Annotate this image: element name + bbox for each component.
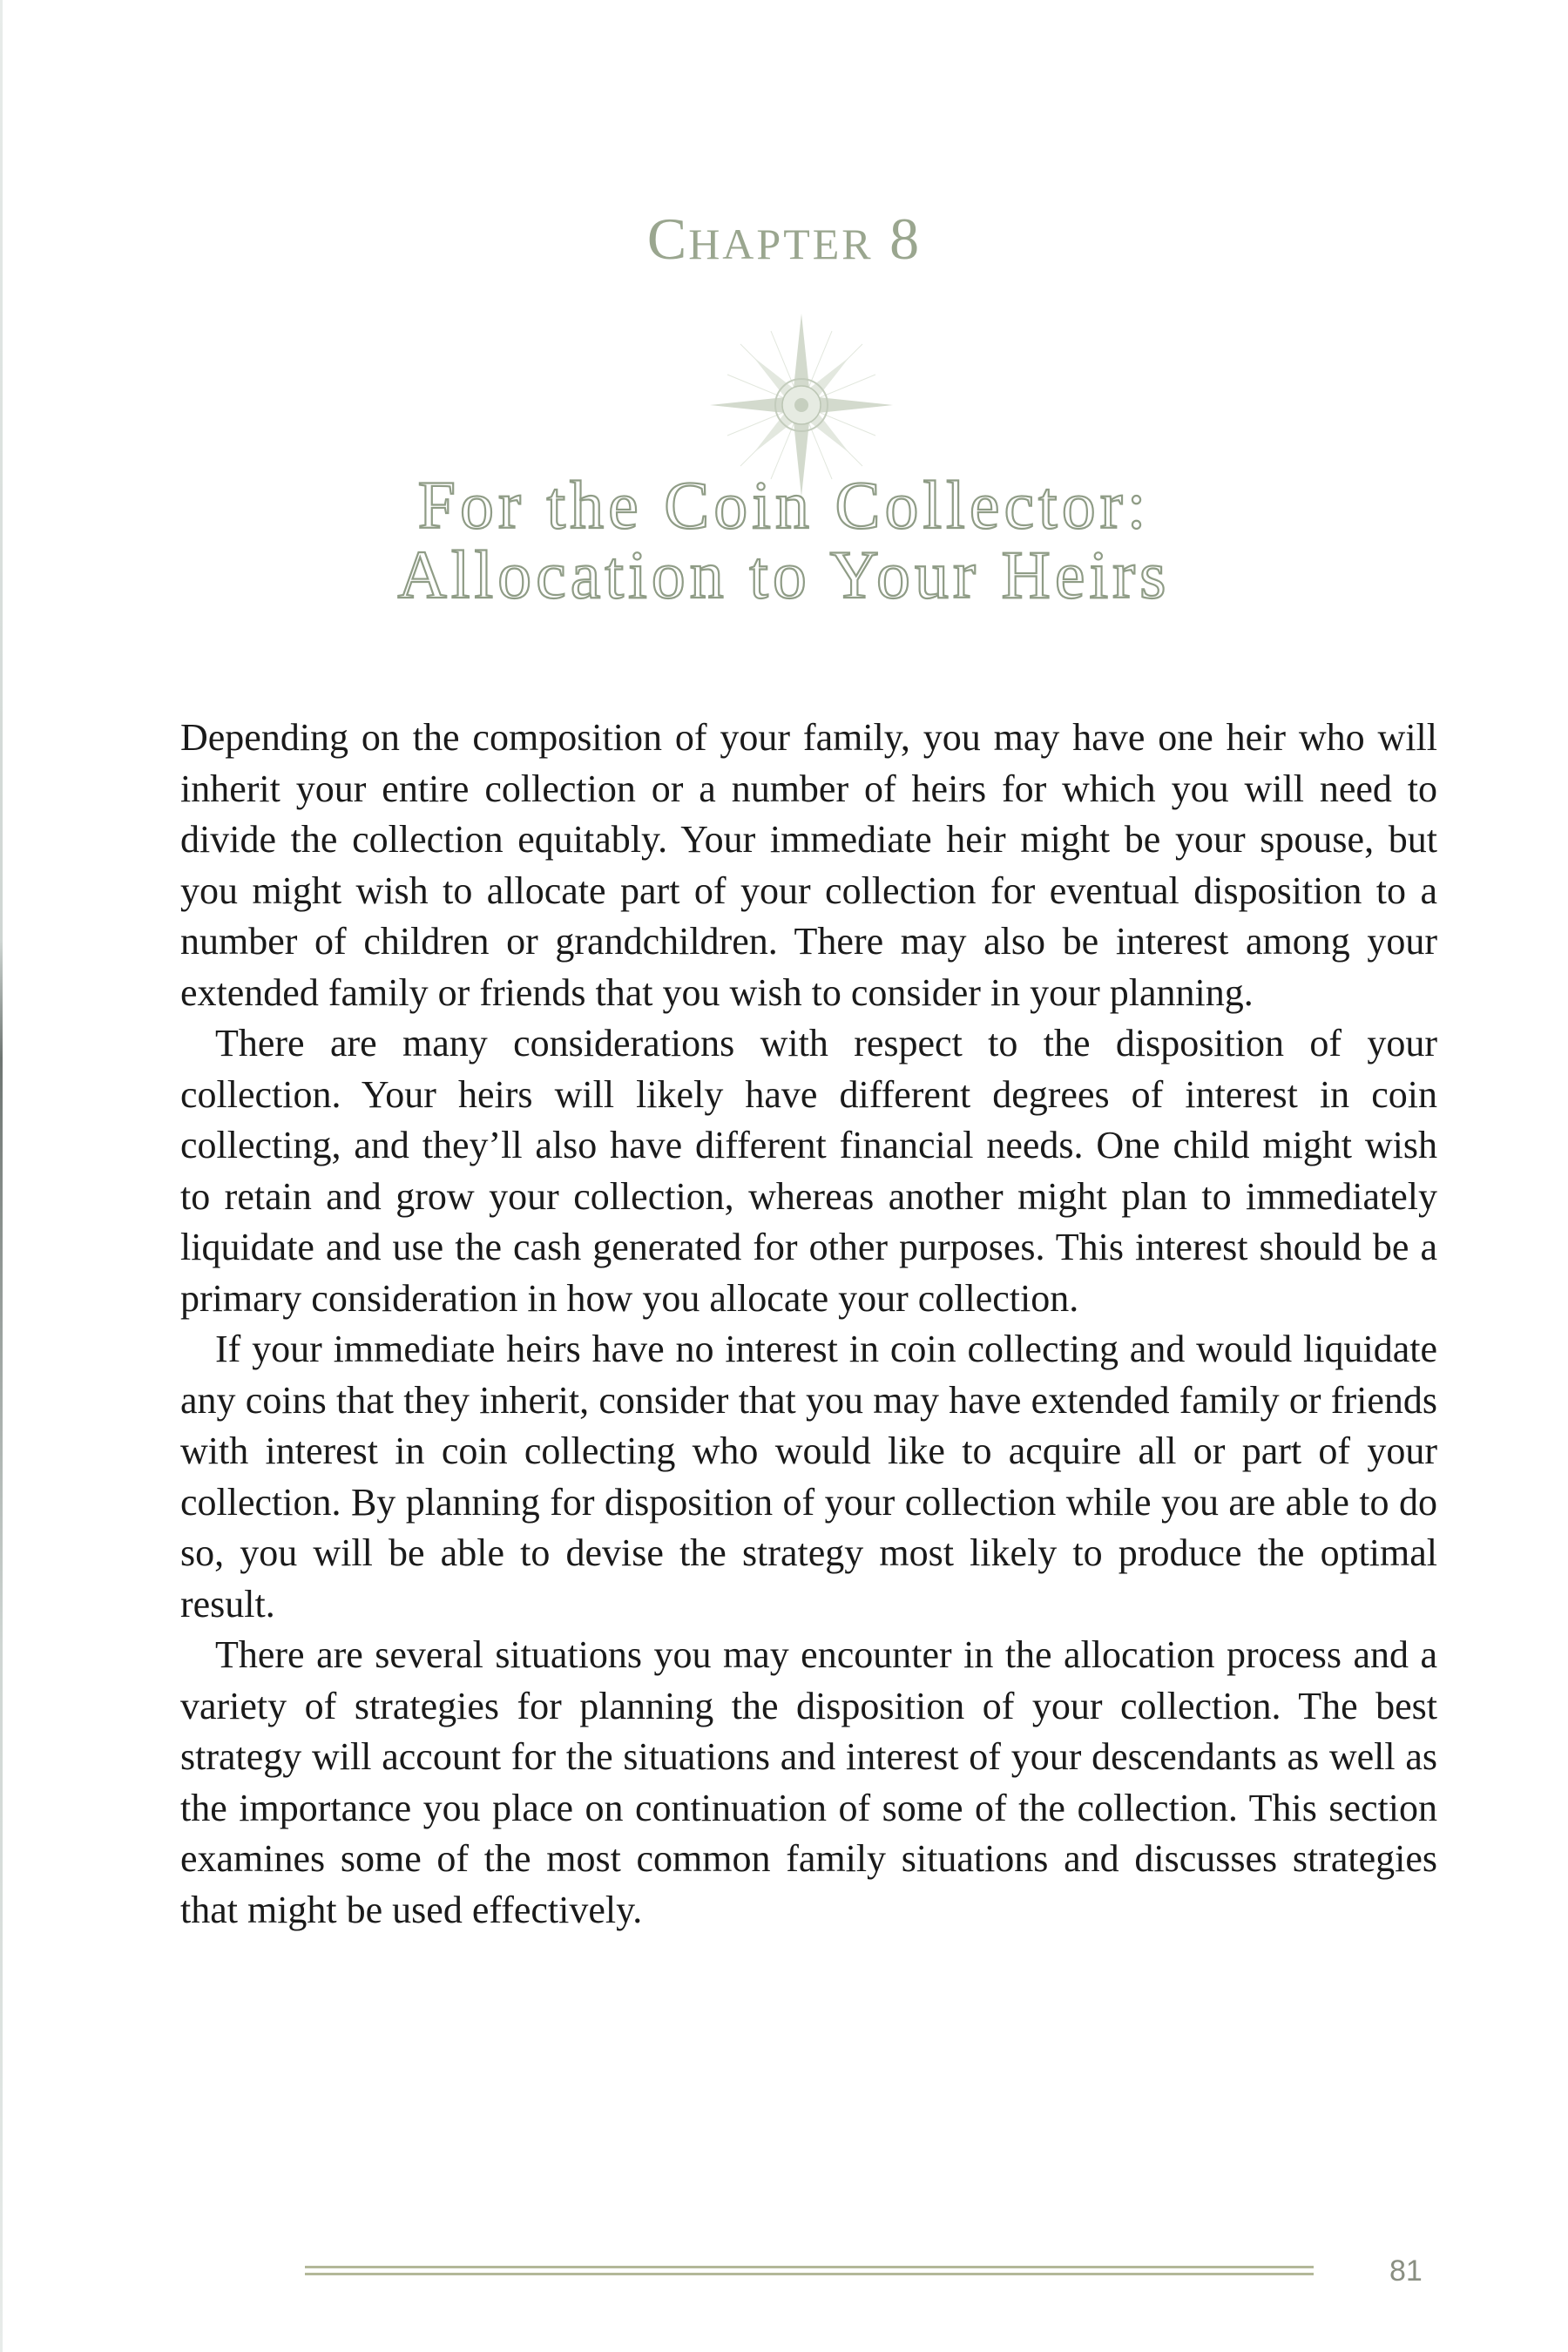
page-edge	[0, 0, 3, 2352]
paragraph-4: There are several situations you may encounter in the allocation process and a variety of strategies for planning the disposition of your collection. The best strategy will account for the situations and interest of your descendants as well as the importance you place on continuation of some of the collection. This section examines some of the most common family situations and discusses strategies that might be used effectively.	[180, 1633, 1437, 1931]
paragraph-1: Depending on the composition of your family, you may have one heir who will inherit your entire collection or a number of heirs for which you will need to divide the collection equitably. Your immediate heir might be your spouse, but you might wish to allocate part of your collection for eventual disposition to a number of children or grandchildren. There may also be interest among your extended family or friends that you wish to consider in your planning.	[180, 716, 1437, 1014]
chapter-title-line-2: Allocation to Your Heirs	[397, 537, 1171, 612]
chapter-title-line-1: For the Coin Collector:	[417, 467, 1151, 543]
chapter-label-initial: C	[646, 206, 689, 272]
body-text	[180, 713, 1437, 1936]
chapter-title	[0, 467, 1568, 612]
chapter-label	[0, 205, 1568, 274]
chapter-number: 8	[889, 206, 922, 272]
footer-rule	[305, 2266, 1314, 2276]
paragraph-2: There are many considerations with respect to the disposition of your collection. Your heirs will likely have different degrees of interest in coin collecting, and they’ll also have different financial needs. One child might wish to retain and grow your collection, whereas another might plan to immediately liquidate and use the cash generated for other purposes. This interest should be a primary consideration in how you allocate your collection.	[180, 1022, 1437, 1320]
chapter-label-rest: HAPTER	[688, 220, 874, 268]
page-number: 81	[1389, 2254, 1423, 2288]
paragraph-3: If your immediate heirs have no interest in coin collecting and would liquidate any coins that they inherit, consider that you may have extended family or friends with interest in coin collecting who would like to acquire all or part of your collection. By planning for disposition of your collection while you are able to do so, you will be able to devise the strategy most likely to produce the optimal result.	[180, 1328, 1437, 1625]
